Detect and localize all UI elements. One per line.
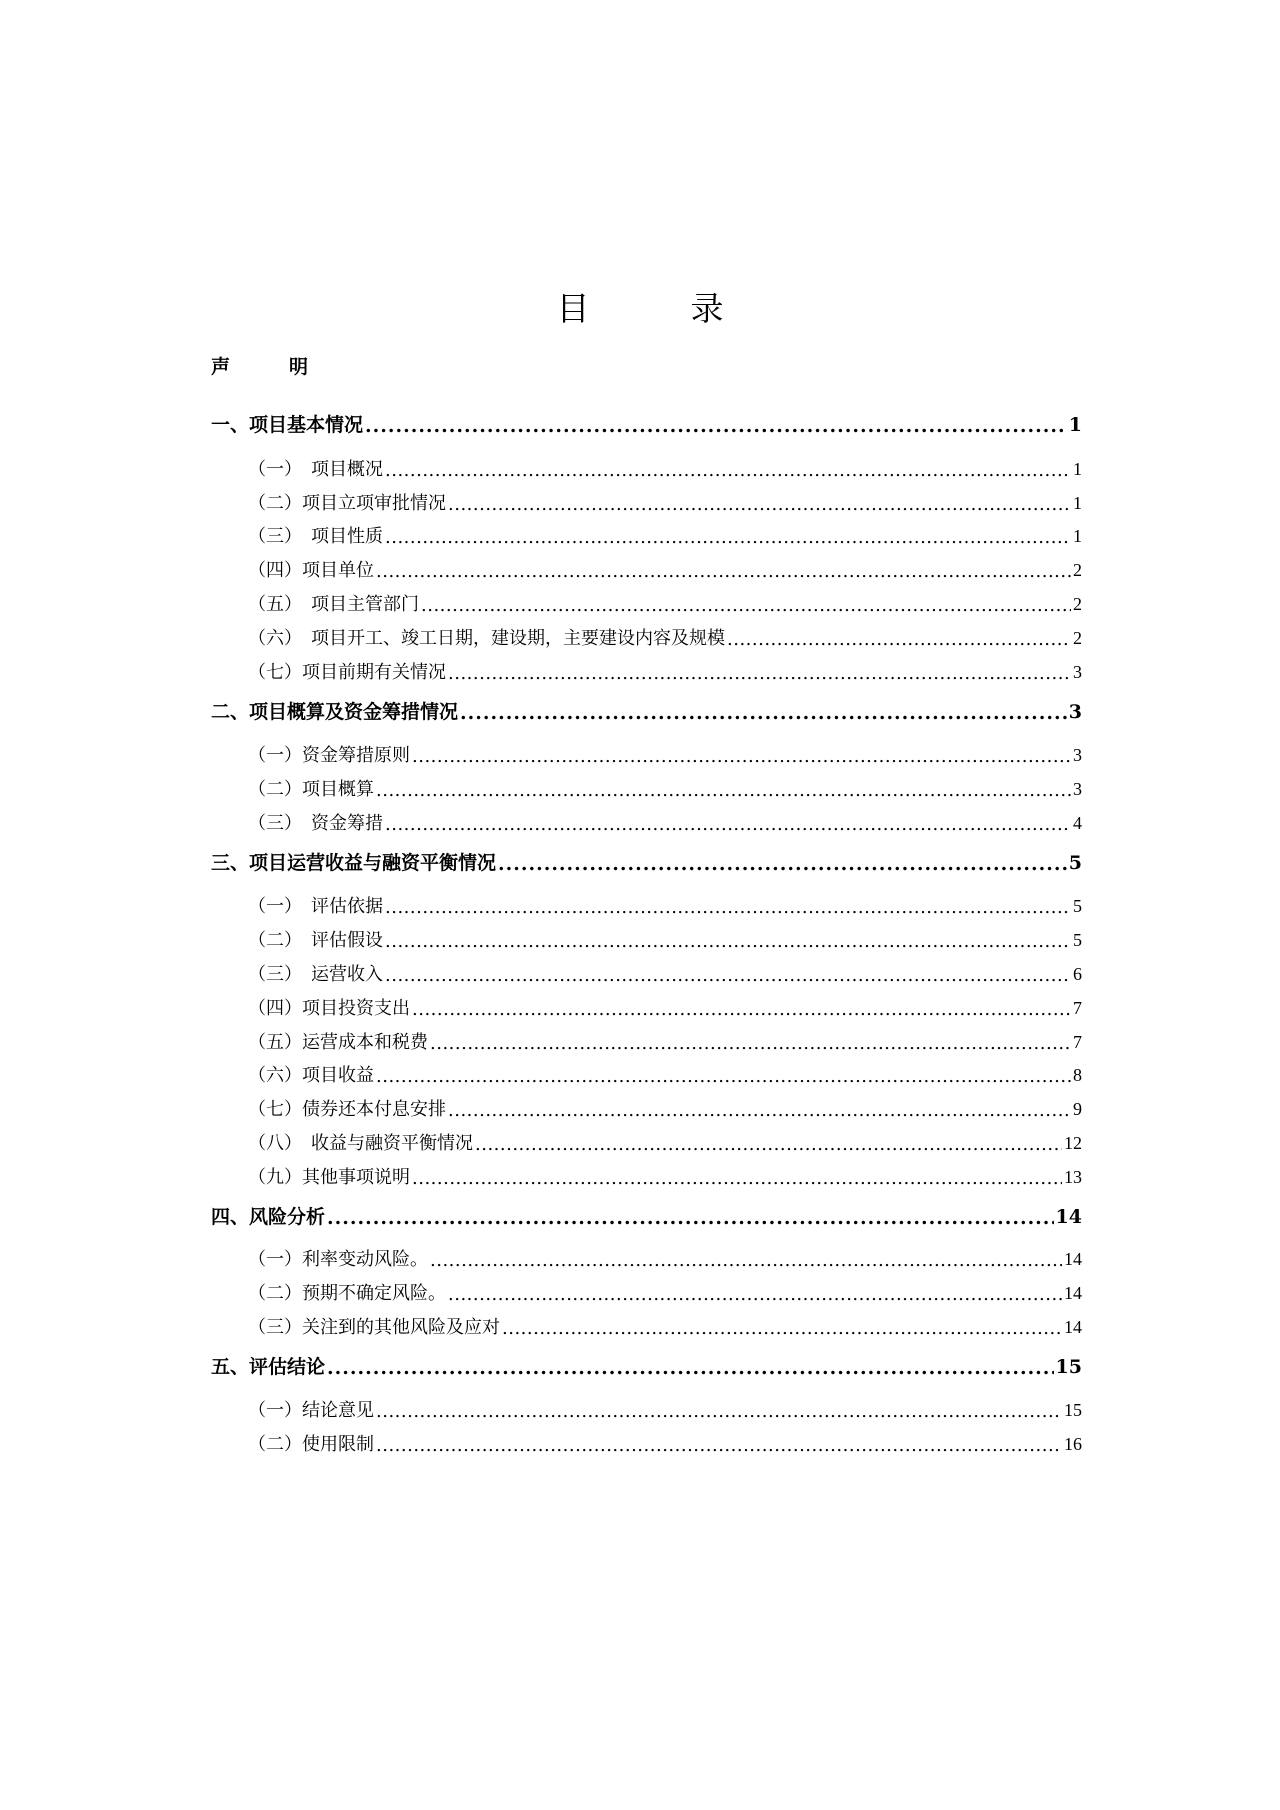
toc-leader-dots [475,1134,1062,1152]
page-title: 目 录 [556,289,758,328]
toc-leader-dots [385,931,1071,949]
toc-page-number: 3 [1073,745,1082,765]
toc-entry-label: （二）预期不确定风险。 [248,1283,446,1304]
toc-entry-label: 一、项目基本情况 [211,414,364,436]
toc-leader-dots [421,595,1071,613]
toc-leader-dots [385,527,1071,545]
toc-page-number: 15 [1064,1400,1082,1420]
toc-leader-dots [430,1250,1062,1268]
toc-page-number: 7 [1073,1032,1082,1052]
toc-page-number: 3 [1068,701,1082,723]
toc-leader-dots [327,1207,1054,1226]
toc-page-number: 3 [1073,779,1082,799]
toc-entry-label: （二）使用限制 [248,1434,374,1455]
toc-subsection-entry[interactable] [248,1313,1082,1339]
toc-page-number: 12 [1064,1133,1082,1153]
toc-leader-dots [385,814,1071,832]
toc-page-number: 5 [1073,930,1082,950]
toc-leader-dots [448,663,1071,681]
toc-leader-dots [448,1284,1062,1302]
toc-subsection-entry[interactable] [248,892,1082,918]
toc-page-number: 14 [1064,1249,1082,1269]
toc-page-number: 1 [1068,414,1082,436]
toc-leader-dots [385,965,1071,983]
toc-subsection-entry[interactable] [248,775,1082,801]
toc-leader-dots [327,1357,1054,1376]
toc-subsection-entry[interactable] [248,1095,1082,1121]
toc-page-number: 9 [1073,1099,1082,1119]
toc-entry-label: （一） 评估依据 [248,896,383,917]
toc-entry-label: （五） 项目主管部门 [248,594,419,615]
toc-leader-dots [385,460,1071,478]
toc-leader-dots [430,1033,1071,1051]
toc-entry-label: （六）项目收益 [248,1065,374,1086]
toc-subsection-entry[interactable] [248,960,1082,986]
toc-entry-label: （一）资金筹措原则 [248,745,410,766]
toc-subsection-entry[interactable] [248,741,1082,767]
toc-subsection-entry[interactable] [248,590,1082,616]
toc-leader-dots [385,897,1071,915]
toc-subsection-entry[interactable] [248,1061,1082,1087]
toc-page-number: 2 [1073,594,1082,614]
toc-entry-label: 二、项目概算及资金筹措情况 [211,701,459,723]
toc-entry-label: 五、评估结论 [211,1356,326,1378]
toc-entry-label: （九）其他事项说明 [248,1167,410,1188]
toc-page-number: 3 [1073,662,1082,682]
toc-leader-dots [365,415,1067,434]
toc-section-entry[interactable] [211,1202,1082,1229]
toc-section-entry[interactable] [211,1352,1082,1379]
toc-entry-label: （二）项目立项审批情况 [248,493,446,514]
toc-subsection-entry[interactable] [248,624,1082,650]
toc-subsection-entry[interactable] [248,1163,1082,1189]
toc-leader-dots [502,1318,1062,1336]
toc-subsection-entry[interactable] [248,556,1082,582]
toc-page-number: 2 [1073,628,1082,648]
toc-entry-label: （四）项目单位 [248,560,374,581]
statement-heading[interactable]: 声 明 [211,356,329,378]
toc-leader-dots [727,629,1071,647]
toc-page-number: 13 [1064,1167,1082,1187]
toc-entry-label: （三） 运营收入 [248,964,383,985]
toc-page-number: 14 [1064,1317,1082,1337]
toc-leader-dots [376,1066,1071,1084]
toc-subsection-entry[interactable] [248,994,1082,1020]
toc-page-number: 7 [1073,998,1082,1018]
toc-subsection-entry[interactable] [248,455,1082,481]
toc-subsection-entry[interactable] [248,1430,1082,1456]
toc-entry-label: （二）项目概算 [248,779,374,800]
toc-entry-label: 三、项目运营收益与融资平衡情况 [211,852,497,874]
toc-leader-dots [376,1401,1062,1419]
toc-entry-label: （二） 评估假设 [248,930,383,951]
toc-subsection-entry[interactable] [248,926,1082,952]
toc-page-number: 15 [1055,1356,1082,1378]
toc-leader-dots [412,999,1071,1017]
toc-entry-label: （四）项目投资支出 [248,998,410,1019]
toc-leader-dots [460,702,1067,721]
toc-page-number: 1 [1073,526,1082,546]
toc-page-number: 16 [1064,1434,1082,1454]
toc-page-number: 5 [1073,896,1082,916]
toc-page-number: 14 [1055,1206,1082,1228]
toc-leader-dots [498,853,1067,872]
toc-subsection-entry[interactable] [248,1245,1082,1271]
toc-section-entry[interactable] [211,697,1082,724]
toc-entry-label: （一）结论意见 [248,1400,374,1421]
toc-entry-label: （三） 资金筹措 [248,813,383,834]
toc-leader-dots [448,1100,1071,1118]
toc-entry-label: （七）债券还本付息安排 [248,1099,446,1120]
toc-page-number: 1 [1073,459,1082,479]
toc-subsection-entry[interactable] [248,1028,1082,1054]
toc-leader-dots [376,561,1071,579]
toc-leader-dots [448,494,1071,512]
toc-leader-dots [412,746,1071,764]
toc-entry-label: 四、风险分析 [211,1206,326,1228]
toc-entry-label: （三） 项目性质 [248,526,383,547]
toc-entry-label: （五）运营成本和税费 [248,1032,428,1053]
toc-entry-label: （七）项目前期有关情况 [248,662,446,683]
toc-page-number: 1 [1073,493,1082,513]
toc-page-number: 4 [1073,813,1082,833]
toc-entry-label: （三）关注到的其他风险及应对 [248,1317,500,1338]
toc-section-entry[interactable] [211,848,1082,875]
toc-subsection-entry[interactable] [248,658,1082,684]
toc-page-number: 5 [1068,852,1082,874]
toc-page-number: 14 [1064,1283,1082,1303]
toc-subsection-entry[interactable] [248,1279,1082,1305]
toc-section-entry[interactable] [211,410,1082,437]
toc-leader-dots [376,1435,1062,1453]
toc-page-number: 2 [1073,560,1082,580]
toc-subsection-entry[interactable] [248,1129,1082,1155]
toc-page-number: 6 [1073,964,1082,984]
toc-entry-label: （六） 项目开工、竣工日期，建设期，主要建设内容及规模 [248,628,725,649]
toc-entry-label: （一）利率变动风险。 [248,1249,428,1270]
toc-subsection-entry[interactable] [248,522,1082,548]
toc-leader-dots [412,1168,1062,1186]
toc-subsection-entry[interactable] [248,1396,1082,1422]
toc-leader-dots [376,780,1071,798]
toc-page-number: 8 [1073,1065,1082,1085]
toc-subsection-entry[interactable] [248,489,1082,515]
toc-subsection-entry[interactable] [248,809,1082,835]
toc-entry-label: （一） 项目概况 [248,459,383,480]
toc-entry-label: （八） 收益与融资平衡情况 [248,1133,473,1154]
